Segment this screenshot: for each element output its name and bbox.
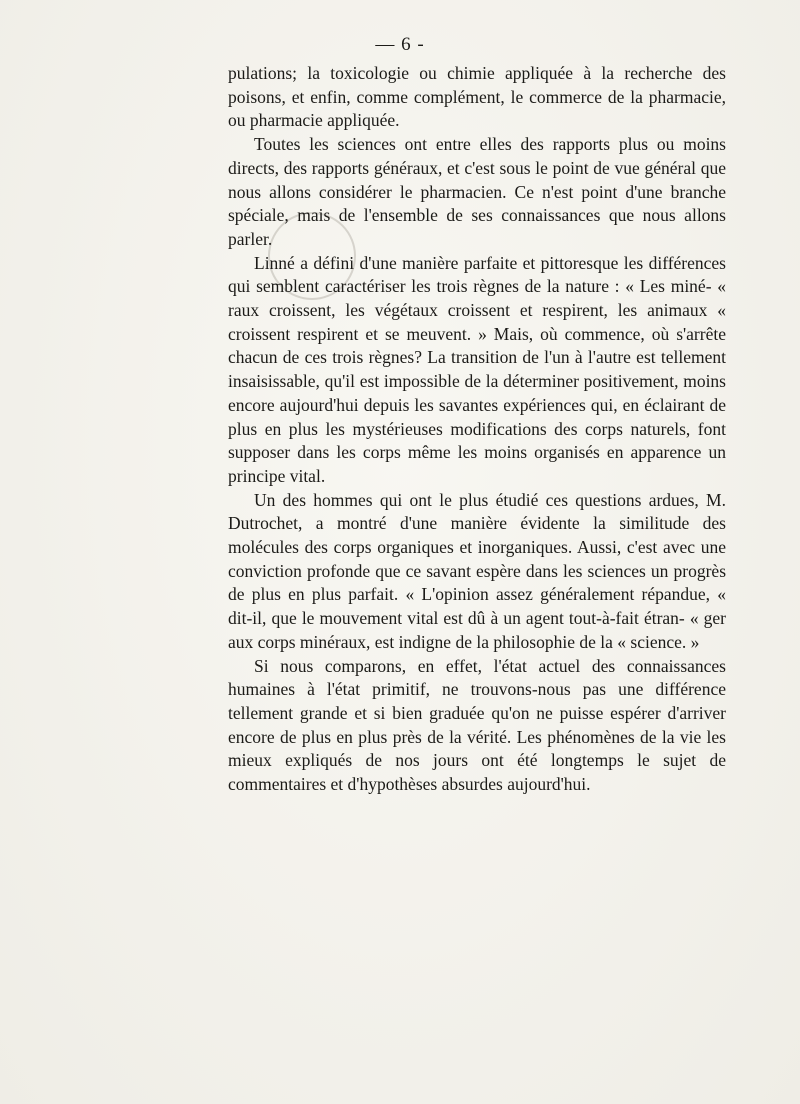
paragraph: Linné a défini d'une manière parfaite et pittoresque les différences qui semblent caractériser les trois règnes de la nature : « Les miné- « raux croissent, les végétaux croissent et respirent, les animaux « croissent respirent et se meuvent. » Mais, où commence, où s'arrête chacun de ces trois règnes? La transition de l'un à l'autre est tellement insaisissable, qu'il est impossible de la déterminer positivement, moins encore aujourd'hui depuis les savantes expériences qui, en éclairant de plus en plus les mystérieuses modifications des corps naturels, font supposer dans les corps même les moins organisés en apparence un principe vital. [228,252,726,486]
body-text [228,62,726,797]
paragraph: Si nous comparons, en effet, l'état actuel des connaissances humaines à l'état primitif, ne trouvons-nous pas une différence tellement grande et si bien graduée qu'on ne puisse espérer d'arriver encore de plus en plus près de la vérité. Les phénomènes de la vie les mieux expliqués de nos jours ont été longtemps le sujet de commentaires et d'hypothèses absurdes aujourd'hui. [228,655,726,795]
paragraph: Toutes les sciences ont entre elles des rapports plus ou moins directs, des rapports généraux, et c'est sous le point de vue général que nous allons considérer le pharmacien. Ce n'est point d'une branche spéciale, mais de l'ensemble de ses connaissances que nous allons parler. [228,134,726,249]
paragraph: pulations; la toxicologie ou chimie appliquée à la recherche des poisons, et enfin, comme complément, le commerce de la pharmacie, ou pharmacie appliquée. [228,63,726,131]
paragraph: Un des hommes qui ont le plus étudié ces questions ardues, M. Dutrochet, a montré d'une manière évidente la similitude des molécules des corps organiques et inorganiques. Aussi, c'est avec une conviction profonde que ce savant espère dans les sciences un progrès de plus en plus parfait. « L'opinion assez généralement répandue, « dit-il, que le mouvement vital est dû à un agent tout-à-fait étran- « ger aux corps minéraux, est indigne de la philosophie de la « science. » [228,489,726,652]
page-number: — 6 - [375,34,425,55]
